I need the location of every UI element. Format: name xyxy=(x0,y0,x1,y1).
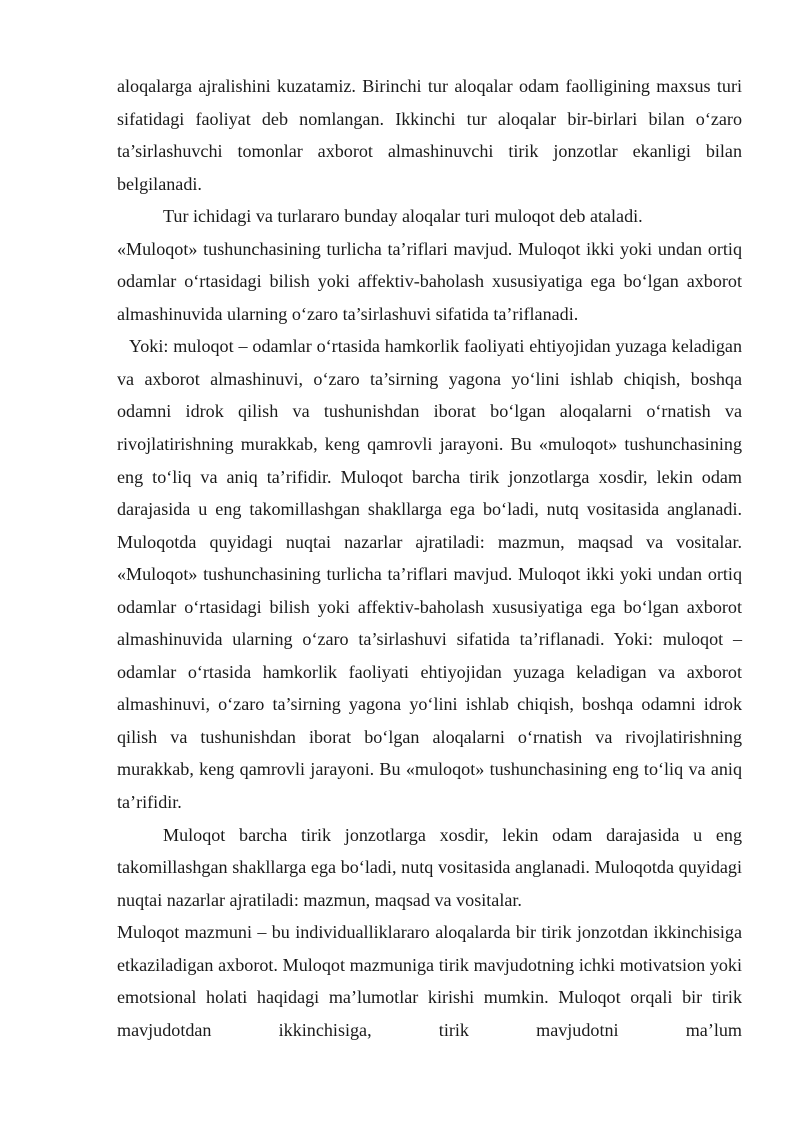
paragraph-2: Tur ichidagi va turlararo bunday aloqalar turi muloqot deb ataladi. xyxy=(163,206,643,227)
paragraph-4: Yoki: muloqot – odamlar o‘rtasida hamkorlik faoliyati ehtiyojidan yuzaga keladigan va axborot almashinuvi, o‘zaro ta’sirning yagona yo‘lini ishlab chiqish, boshqa odamni idrok qilish va tushunishdan iborat bo‘lgan aloqalarni o‘rnatish va rivojlatirishning murakkab, keng qamrovli jarayoni. Bu «muloqot» tushunchasining eng to‘liq va aniq ta’rifidir. Muloqot barcha tirik jonzotlarga xosdir, lekin odam darajasida u eng takomillashgan shakllarga ega bo‘ladi, nutq vositasida anglanadi. Muloqotda quyidagi nuqtai nazarlar ajratiladi: mazmun, maqsad va vositalar. «Muloqot» tushunchasining turlicha ta’riflari mavjud. Muloqot ikki yoki undan ortiq odamlar o‘rtasidagi bilish yoki affektiv-baholash xususiyatiga ega bo‘lgan axborot almashinuvida ularning o‘zaro ta’sirlashuvi sifatida ta’riflanadi. Yoki: muloqot – odamlar o‘rtasida hamkorlik faoliyati ehtiyojidan yuzaga keladigan va axborot almashinuvi, o‘zaro ta’sirning yagona yo‘lini ishlab chiqish, boshqa odamni idrok qilish va tushunishdan iborat bo‘lgan aloqalarni o‘rnatish va rivojlatirishning murakkab, keng qamrovli jarayoni. Bu «muloqot» tushunchasining eng to‘liq va aniq ta’rifidir. xyxy=(117,336,742,813)
paragraph-3: «Muloqot» tushunchasining turlicha ta’riflari mavjud. Muloqot ikki yoki undan ortiq odamlar o‘rtasidagi bilish yoki affektiv-baholash xususiyatiga ega bo‘lgan axborot almashinuvida ularning o‘zaro ta’sirlashuvi sifatida ta’riflanadi. xyxy=(117,238,742,324)
paragraph-6: Muloqot mazmuni – bu individualliklararo aloqalarda bir tirik jonzotdan ikkinchisiga etkaziladigan axborot. Muloqot mazmuniga tirik mavjudotning ichki motivatsion yoki emotsional holati haqidagi ma’lumotlar kirishi mumkin. Muloqot orqali bir tirik mavjudotdan ikkinchisiga, tirik mavjudotni ma’lum xyxy=(117,922,742,1040)
paragraph-1: aloqalarga ajralishini kuzatamiz. Birinchi tur aloqalar odam faolligining maxsus turi sifatidagi faoliyat deb nomlangan. Ikkinchi tur aloqalar bir-birlari bilan o‘zaro ta’sirlashuvchi tomonlar axborot almashinuvchi tirik jonzotlar ekanligi bilan belgilanadi. xyxy=(117,76,742,194)
document-page xyxy=(117,70,742,1046)
paragraph-5: Muloqot barcha tirik jonzotlarga xosdir, lekin odam darajasida u eng takomillashgan shakllarga ega bo‘ladi, nutq vositasida anglanadi. Muloqotda quyidagi nuqtai nazarlar ajratiladi: mazmun, maqsad va vositalar. xyxy=(117,824,742,910)
